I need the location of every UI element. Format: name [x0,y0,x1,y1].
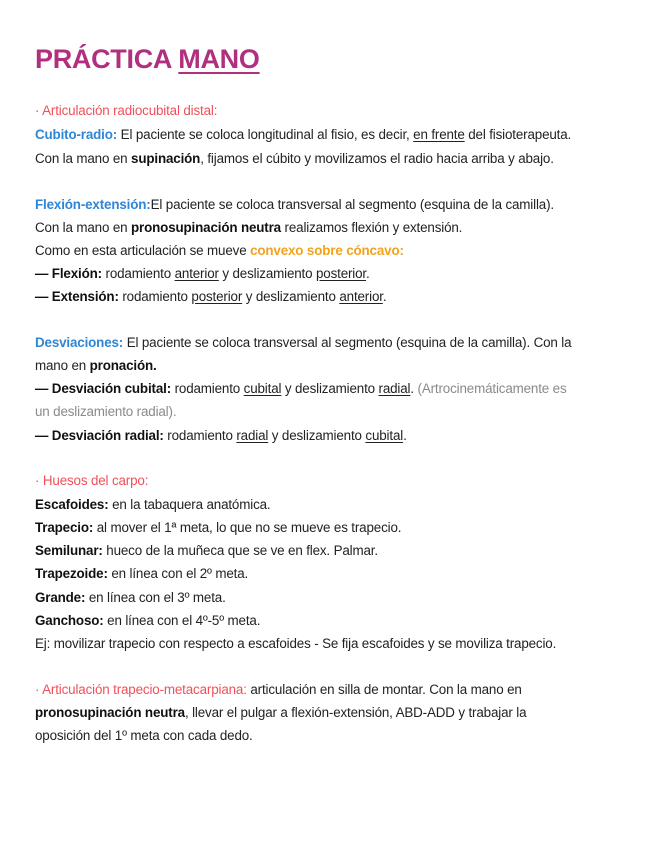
text: en la tabaquera anatómica. [108,497,271,512]
keyword-label: Desviaciones: [35,335,124,350]
text: rodamiento [101,266,175,281]
bone-label: Semilunar: [35,543,103,558]
paragraph-line [35,704,635,721]
text: articulación en silla de montar. Con la mano en [246,682,522,697]
paragraph-line [35,357,635,374]
text: . [366,266,370,281]
list-item [35,589,635,606]
bone-label: Escafoides: [35,497,109,512]
keyword-label: Cubito-radio: [35,127,118,142]
bold-text: — Desviación radial: [35,428,164,443]
bold-text: — Extensión: [35,289,119,304]
bone-label: Ganchoso: [35,613,104,628]
text: realizamos flexión y extensión. [280,220,463,235]
text: Con la mano en [35,151,132,166]
list-item [35,565,635,582]
text: Como en esta articulación se mueve [35,243,251,258]
bold-text: — Desviación cubital: [35,381,172,396]
list-item-flexion [35,265,635,282]
text: y deslizamiento [268,428,366,443]
paragraph-line [35,681,635,698]
underlined-text: radial [236,428,269,443]
text: , llevar el pulgar a flexión-extensión, ABD-ADD y trabajar la [184,705,527,720]
paragraph-line [35,126,635,143]
text: , fijamos el cúbito y movilizamos el radio hacia arriba y abajo. [200,151,554,166]
list-item [35,519,635,536]
section-heading-radiocubital [35,102,635,119]
text: en línea con el 3º meta. [85,590,226,605]
text: y deslizamiento [281,381,379,396]
list-item [35,496,635,513]
list-item [35,542,635,559]
paragraph-line [35,150,635,167]
note-text: un deslizamiento radial). [35,404,177,419]
text: . [403,428,407,443]
section-heading-text: · Articulación trapecio-metacarpiana: [35,682,247,697]
bone-label: Grande: [35,590,86,605]
text: al mover el 1ª meta, lo que no se mueve es trapecio. [93,520,402,535]
paragraph-line [35,727,635,744]
underlined-text: cubital [243,381,282,396]
text: en línea con el 2º meta. [107,566,249,581]
list-item [35,612,635,629]
bold-text: pronosupinación neutra [131,220,281,235]
highlight-text: convexo sobre cóncavo: [250,243,404,258]
paragraph-line [35,219,635,236]
bone-label: Trapecio: [35,520,94,535]
bold-text: pronación. [89,358,157,373]
text: mano en [35,358,90,373]
note-text: (Artrocinemáticamente es [417,381,567,396]
list-item-radial [35,427,635,444]
list-item-extension [35,288,635,305]
example-line [35,635,635,652]
title-underlined: MANO [178,44,260,74]
underlined-text: posterior [315,266,366,281]
bold-text: supinación [131,151,201,166]
section-heading-text: · Articulación radiocubital distal: [35,103,218,118]
text: rodamiento [171,381,244,396]
keyword-label: Flexión-extensión: [35,197,151,212]
text: Con la mano en [35,220,132,235]
text: . [382,289,387,304]
underlined-text: radial [378,381,411,396]
title-text: PRÁCTICA [35,44,179,74]
text: hueco de la muñeca que se ve en flex. Palmar. [102,543,378,558]
section-heading-text: · Huesos del carpo: [35,473,149,488]
text: del fisioterapeuta. [464,127,572,142]
page-title [35,44,260,75]
underlined-text: anterior [339,289,383,304]
paragraph-line [35,403,635,420]
text: rodamiento [163,428,237,443]
list-item-cubital [35,380,635,397]
paragraph-line [35,242,635,259]
underlined-text: en frente [413,127,465,142]
bold-text: pronosupinación neutra [35,705,185,720]
underlined-text: cubital [365,428,404,443]
text: y deslizamiento [218,266,316,281]
text: rodamiento [118,289,192,304]
bold-text: — Flexión: [35,266,102,281]
paragraph-line [35,334,635,351]
text: y deslizamiento [242,289,340,304]
text: El paciente se coloca longitudinal al fisio, es decir, [117,127,414,142]
text: Ej: movilizar trapecio con respecto a escafoides - Se fija escafoides y se moviliza trapecio. [35,636,557,651]
text: El paciente se coloca transversal al segmento (esquina de la camilla). [150,197,554,212]
underlined-text: posterior [191,289,243,304]
bone-label: Trapezoide: [35,566,108,581]
text: . [410,381,418,396]
text: El paciente se coloca transversal al segmento (esquina de la camilla). Con la [123,335,572,350]
underlined-text: anterior [174,266,219,281]
text: en línea con el 4º-5º meta. [103,613,261,628]
text: oposición del 1º meta con cada dedo. [35,728,253,743]
paragraph-line [35,196,635,213]
section-heading-carpo [35,472,635,489]
